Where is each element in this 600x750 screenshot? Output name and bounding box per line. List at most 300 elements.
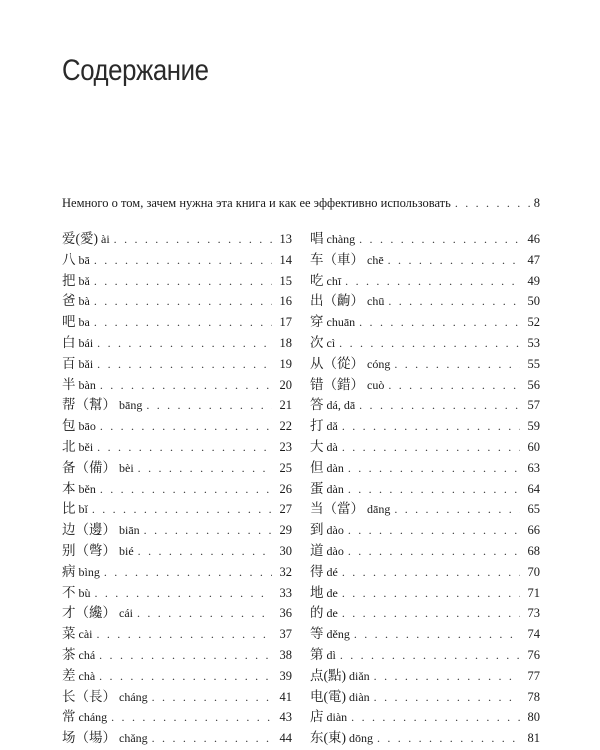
toc-entry[interactable] — [310, 539, 540, 560]
toc-entry[interactable] — [310, 705, 540, 726]
toc-entry-hanzi: 从（從） — [310, 355, 364, 371]
toc-entry-hanzi: 车（車） — [310, 251, 364, 267]
dot-leader — [374, 690, 520, 705]
toc-entry-label — [310, 726, 373, 746]
toc-entry-label — [62, 726, 148, 746]
dot-leader — [95, 586, 273, 601]
page-title: Содержание — [62, 54, 209, 87]
toc-entry-pinyin: cóng — [367, 356, 391, 371]
toc-entry-label — [310, 456, 344, 476]
toc-entry[interactable] — [310, 664, 540, 685]
toc-entry[interactable] — [310, 726, 540, 747]
toc-entry-page: 76 — [527, 647, 540, 662]
toc-entry-hanzi: 等 — [310, 626, 324, 642]
toc-entry-hanzi: 不 — [62, 584, 76, 600]
toc-entry-pinyin: ba — [78, 315, 90, 330]
toc-entry-pinyin: diàn — [349, 689, 370, 704]
toc-entry-label — [310, 310, 355, 330]
toc-entry-hanzi: 北 — [62, 438, 76, 454]
toc-entry-label — [310, 289, 384, 309]
dot-leader — [144, 523, 272, 538]
toc-entry[interactable] — [310, 456, 540, 477]
toc-entry[interactable] — [62, 601, 292, 622]
toc-entry-label — [310, 477, 344, 497]
toc-entry-page: 37 — [279, 627, 292, 642]
toc-entry-page: 64 — [527, 481, 540, 496]
toc-entry-page: 77 — [527, 668, 540, 683]
toc-entry-label — [62, 518, 140, 538]
dot-leader — [97, 357, 272, 372]
toc-entry-hanzi: 帮（幫） — [62, 397, 116, 413]
toc-entry-hanzi: 八 — [62, 251, 76, 267]
toc-entry-label — [310, 518, 344, 538]
toc-entry-hanzi: 得 — [310, 563, 324, 579]
toc-entry-label — [62, 310, 90, 330]
toc-entry-hanzi: 把 — [62, 272, 76, 288]
toc-entry[interactable] — [62, 352, 292, 373]
toc-entry[interactable] — [310, 560, 540, 581]
toc-entry-pinyin: dào — [326, 523, 344, 538]
toc-entry-page: 53 — [527, 335, 540, 350]
dot-leader — [100, 482, 272, 497]
toc-entry[interactable] — [310, 310, 540, 331]
toc-intro-page: 8 — [533, 196, 540, 210]
toc-entry-label — [62, 248, 90, 268]
toc-entry-label — [62, 456, 134, 476]
toc-entry-pinyin: cái — [119, 606, 133, 621]
toc-entry-pinyin: de — [326, 585, 338, 600]
toc-entry-hanzi: 大 — [310, 438, 324, 454]
toc-entry-label — [62, 352, 93, 372]
toc-entry-page: 30 — [279, 543, 292, 558]
toc-entry-pinyin: bù — [78, 585, 91, 600]
dot-leader — [97, 440, 272, 455]
dot-leader — [94, 294, 272, 309]
toc-entry[interactable] — [62, 414, 292, 435]
toc-entry[interactable] — [62, 664, 292, 685]
toc-entry-hanzi: 唱 — [310, 231, 324, 246]
toc-entry-pinyin: dì — [326, 647, 336, 662]
toc-entry-hanzi: 边（邊） — [62, 522, 116, 538]
toc-entry-hanzi: 备（備） — [62, 459, 116, 475]
toc-entry-page: 59 — [527, 419, 540, 434]
toc-entry[interactable] — [310, 269, 540, 290]
toc-entry-label — [310, 601, 338, 621]
dot-leader — [92, 502, 272, 517]
toc-entry-page: 15 — [279, 273, 292, 288]
toc-entry-label — [62, 622, 93, 642]
toc-entry[interactable] — [62, 289, 292, 310]
toc-entry-label — [310, 643, 336, 663]
toc-entry-page: 43 — [279, 710, 292, 725]
toc-entry-pinyin: ài — [101, 232, 110, 246]
toc-entry[interactable] — [62, 497, 292, 518]
toc-entry-label — [310, 685, 370, 705]
dot-leader — [99, 669, 272, 684]
toc-entry-page: 68 — [527, 543, 540, 558]
toc-entry-hanzi: 出（齣） — [310, 293, 364, 309]
dot-leader — [342, 565, 520, 580]
toc-entry-page: 25 — [279, 460, 292, 475]
dot-leader — [146, 398, 272, 413]
toc-entry-hanzi: 病 — [62, 563, 76, 579]
dot-leader — [100, 378, 272, 393]
toc-entry[interactable] — [62, 248, 292, 269]
dot-leader — [342, 606, 520, 621]
toc-entry-pinyin: dào — [326, 543, 344, 558]
toc-entry-label — [62, 560, 100, 580]
toc-entry-pinyin: bèi — [119, 460, 134, 475]
toc-entry-hanzi: 电(電) — [310, 688, 346, 704]
toc-entry[interactable] — [62, 393, 292, 414]
toc-column-left — [62, 227, 292, 747]
toc-entry[interactable] — [310, 497, 540, 518]
toc-entry-label — [62, 664, 95, 684]
toc-entry[interactable] — [310, 393, 540, 414]
toc-entry-page: 39 — [279, 668, 292, 683]
toc-entry-pinyin: bǐ — [78, 502, 88, 517]
toc-entry-hanzi: 比 — [62, 501, 76, 517]
toc-entry-label — [62, 435, 93, 455]
toc-entry-page: 23 — [279, 439, 292, 454]
toc-entry[interactable] — [310, 414, 540, 435]
toc-entry[interactable] — [310, 643, 540, 664]
toc-entry[interactable] — [62, 622, 292, 643]
dot-leader — [342, 586, 520, 601]
toc-entry-pinyin: diàn — [326, 710, 348, 725]
toc-entry-hanzi: 菜 — [62, 626, 76, 642]
toc-entry[interactable] — [310, 581, 540, 602]
toc-entry[interactable] — [310, 331, 540, 352]
toc-entry-pinyin: cì — [326, 335, 336, 350]
toc-entry-pinyin: de — [326, 606, 338, 621]
toc-entry[interactable] — [62, 269, 292, 290]
toc-entry-hanzi: 的 — [310, 605, 324, 621]
toc-entry-label — [62, 373, 96, 393]
toc-entry-pinyin: chǎng — [119, 731, 148, 746]
dot-leader — [348, 523, 520, 538]
toc-entry-label — [62, 269, 90, 289]
toc-entry-pinyin: bà — [78, 294, 90, 309]
dot-leader — [359, 232, 520, 247]
toc-column-right — [310, 227, 540, 747]
toc-entry-hanzi: 爸 — [62, 293, 76, 309]
toc-entry-label — [62, 497, 88, 517]
toc-entry[interactable] — [62, 227, 292, 248]
toc-entry-hanzi: 包 — [62, 418, 76, 434]
toc-entry[interactable] — [62, 685, 292, 706]
toc-entry-pinyin: běi — [78, 439, 94, 454]
toc-entry-page: 56 — [527, 377, 540, 392]
toc-entry-hanzi: 第 — [310, 646, 324, 662]
toc-entry[interactable] — [310, 518, 540, 539]
toc-entry-pinyin: dǎ — [326, 419, 338, 434]
toc-entry-label — [310, 269, 341, 289]
toc-entry-hanzi: 本 — [62, 480, 76, 496]
toc-entry-label — [62, 227, 110, 247]
toc-entry[interactable] — [62, 477, 292, 498]
dot-leader — [394, 502, 520, 517]
toc-entry-hanzi: 错（錯） — [310, 376, 364, 392]
toc-entry-hanzi: 道 — [310, 542, 324, 558]
toc-entry-page: 63 — [527, 460, 540, 475]
toc-entry-hanzi: 地 — [310, 584, 324, 600]
dot-leader — [359, 315, 520, 330]
dot-leader — [348, 461, 520, 476]
toc-entry-page: 13 — [279, 232, 292, 246]
toc-entry-hanzi: 白 — [62, 334, 76, 350]
toc-entry-pinyin: chē — [367, 252, 384, 267]
toc-entry-label — [310, 622, 350, 642]
toc-entry-hanzi: 长（長） — [62, 688, 116, 704]
dot-leader — [348, 544, 520, 559]
toc-entry-pinyin: bǎ — [78, 273, 90, 288]
toc-entry-hanzi: 常 — [62, 709, 76, 725]
dot-leader — [340, 648, 520, 663]
toc-entry[interactable] — [62, 435, 292, 456]
toc-entry-pinyin: bāng — [119, 398, 143, 413]
toc-entry-page: 18 — [279, 335, 292, 350]
dot-leader — [455, 196, 530, 211]
dot-leader — [137, 606, 272, 621]
dot-leader — [94, 253, 272, 268]
toc-entry-page: 71 — [527, 585, 540, 600]
toc-entry[interactable] — [62, 456, 292, 477]
toc-entry-page: 57 — [527, 398, 540, 413]
toc-entry-hanzi: 店 — [310, 709, 324, 725]
toc-entry-page: 21 — [279, 398, 292, 413]
toc-entry[interactable] — [310, 289, 540, 310]
toc-intro-entry[interactable] — [62, 196, 540, 216]
dot-leader — [152, 690, 272, 705]
toc-entry-hanzi: 次 — [310, 334, 324, 350]
dot-leader — [342, 419, 520, 434]
toc-entry-label — [310, 352, 390, 372]
toc-entry-hanzi: 到 — [310, 522, 324, 538]
dot-leader — [394, 357, 520, 372]
toc-entry-page: 73 — [527, 606, 540, 621]
toc-entry-pinyin: dàn — [326, 481, 344, 496]
dot-leader — [94, 315, 272, 330]
toc-entry-label — [62, 539, 134, 559]
dot-leader — [152, 731, 272, 746]
toc-entry-page: 14 — [279, 252, 292, 267]
toc-entry-label — [310, 581, 338, 601]
toc-entry-page: 29 — [279, 523, 292, 538]
toc-entry[interactable] — [62, 539, 292, 560]
toc-entry-label — [310, 414, 338, 434]
toc-entry-page: 74 — [527, 627, 540, 642]
toc-entry[interactable] — [310, 622, 540, 643]
toc-entry-hanzi: 当（當） — [310, 501, 364, 517]
toc-entry-pinyin: cháng — [78, 710, 108, 725]
toc-entry-label — [62, 393, 142, 413]
toc-entry-label — [62, 601, 133, 621]
toc-entry-label — [62, 289, 90, 309]
toc-entry-pinyin: cuò — [367, 377, 385, 392]
toc-entry-page: 66 — [527, 523, 540, 538]
dot-leader — [359, 398, 520, 413]
toc-entry-page: 41 — [279, 689, 292, 704]
toc-entry[interactable] — [62, 331, 292, 352]
dot-leader — [377, 731, 520, 746]
toc-entry-hanzi: 百 — [62, 355, 76, 371]
toc-entry-pinyin: chī — [326, 273, 342, 288]
toc-entry-page: 81 — [527, 731, 540, 746]
toc-entry[interactable] — [62, 726, 292, 747]
toc-entry-label — [62, 705, 107, 725]
toc-entry-pinyin: dàn — [326, 460, 344, 475]
toc-entry-page: 70 — [527, 564, 540, 579]
dot-leader — [374, 669, 520, 684]
toc-entry-hanzi: 但 — [310, 459, 324, 475]
toc-entry-page: 32 — [279, 564, 292, 579]
dot-leader — [97, 627, 273, 642]
toc-entry-hanzi: 点(點) — [310, 667, 346, 683]
toc-entry[interactable] — [62, 518, 292, 539]
dot-leader — [388, 253, 520, 268]
toc-entry-pinyin: chàng — [326, 232, 356, 246]
toc-entry[interactable] — [62, 705, 292, 726]
toc-entry-pinyin: dé — [326, 564, 338, 579]
toc-entry[interactable] — [310, 477, 540, 498]
toc-entry[interactable] — [62, 560, 292, 581]
toc-intro-text: Немного о том, зачем нужна эта книга и как ее эффективно использовать — [62, 196, 451, 210]
toc-entry-page: 38 — [279, 647, 292, 662]
dot-leader — [388, 294, 520, 309]
toc-entry-hanzi: 穿 — [310, 314, 324, 330]
toc-entry-hanzi: 才（纔） — [62, 605, 116, 621]
toc-entry[interactable] — [62, 310, 292, 331]
toc-entry-label — [62, 643, 95, 663]
toc-entry-label — [62, 477, 96, 497]
toc-entry[interactable] — [62, 643, 292, 664]
toc-entry-pinyin: diǎn — [349, 668, 370, 683]
toc-entry-hanzi: 蛋 — [310, 480, 324, 496]
toc-entry-pinyin: bāo — [78, 419, 96, 434]
toc-entry-pinyin: bìng — [78, 564, 100, 579]
dot-leader — [345, 274, 520, 289]
toc-entry-hanzi: 答 — [310, 397, 324, 413]
dot-leader — [348, 482, 520, 497]
toc-entry-pinyin: chà — [78, 668, 96, 683]
toc-entry-label — [62, 685, 148, 705]
toc-entry-pinyin: děng — [326, 627, 350, 642]
toc-entry-label — [310, 373, 384, 393]
toc-entry-page: 46 — [527, 232, 540, 246]
toc-entry[interactable] — [310, 352, 540, 373]
toc-entry-hanzi: 吃 — [310, 272, 324, 288]
toc-entry-pinyin: bié — [119, 543, 134, 558]
toc-entry-page: 16 — [279, 294, 292, 309]
toc-entry-pinyin: cài — [78, 627, 93, 642]
toc-entry-page: 27 — [279, 502, 292, 517]
toc-entry-label — [62, 331, 93, 351]
toc-entry-hanzi: 打 — [310, 418, 324, 434]
toc-entry-pinyin: bǎi — [78, 356, 94, 371]
toc-entry-label — [62, 581, 91, 601]
toc-entry-hanzi: 爱(愛) — [62, 231, 98, 246]
toc-entry-label — [310, 560, 338, 580]
toc-entry-page: 47 — [527, 252, 540, 267]
toc-entry[interactable] — [310, 373, 540, 394]
toc-entry-pinyin: cháng — [119, 689, 148, 704]
toc-entry-label — [310, 227, 355, 247]
dot-leader — [342, 440, 520, 455]
toc-entry[interactable] — [62, 373, 292, 394]
toc-entry[interactable] — [310, 435, 540, 456]
toc-entry-label — [310, 705, 347, 725]
dot-leader — [351, 710, 520, 725]
dot-leader — [94, 274, 272, 289]
toc-entry-pinyin: dá, dā — [326, 398, 356, 413]
dot-leader — [104, 565, 272, 580]
toc-entry-page: 44 — [279, 731, 292, 746]
toc-entry-hanzi: 吧 — [62, 314, 76, 330]
toc-entry[interactable] — [310, 685, 540, 706]
toc-entry-page: 19 — [279, 356, 292, 371]
toc-entry-pinyin: bái — [78, 335, 94, 350]
toc-entry-page: 80 — [527, 710, 540, 725]
toc-entry-pinyin: biān — [119, 523, 140, 538]
toc-entry[interactable] — [310, 601, 540, 622]
toc-entry-label — [310, 435, 338, 455]
toc-entry-pinyin: bàn — [78, 377, 96, 392]
toc-entry-pinyin: dōng — [349, 731, 373, 746]
dot-leader — [97, 336, 272, 351]
toc-entry-hanzi: 场（場） — [62, 730, 116, 746]
toc-entry-label — [310, 539, 344, 559]
toc-entry-page: 17 — [279, 315, 292, 330]
toc-entry-page: 78 — [527, 689, 540, 704]
toc-entry-pinyin: dà — [326, 439, 338, 454]
toc-entry-pinyin: dāng — [367, 502, 391, 517]
toc-entry-hanzi: 茶 — [62, 646, 76, 662]
toc-entry-pinyin: chū — [367, 294, 385, 309]
toc-entry-hanzi: 半 — [62, 376, 76, 392]
dot-leader — [339, 336, 520, 351]
dot-leader — [111, 710, 272, 725]
toc-entry-label — [310, 331, 335, 351]
toc-entry[interactable] — [310, 248, 540, 269]
dot-leader — [354, 627, 520, 642]
toc-entry-hanzi: 别（彆） — [62, 542, 116, 558]
toc-entry-pinyin: chuān — [326, 315, 356, 330]
toc-entry-page: 26 — [279, 481, 292, 496]
toc-entry-pinyin: chá — [78, 647, 96, 662]
toc-entry-page: 36 — [279, 606, 292, 621]
dot-leader — [99, 648, 272, 663]
toc-entry-label — [310, 497, 390, 517]
toc-entry-page: 20 — [279, 377, 292, 392]
dot-leader — [100, 419, 272, 434]
toc-entry-page: 60 — [527, 439, 540, 454]
toc-entry-pinyin: běn — [78, 481, 96, 496]
toc-entry-page: 65 — [527, 502, 540, 517]
toc-entry[interactable] — [62, 581, 292, 602]
dot-leader — [114, 232, 272, 247]
toc-entry-label — [310, 248, 384, 268]
toc-entry-page: 22 — [279, 419, 292, 434]
dot-leader — [388, 378, 520, 393]
toc-entry-hanzi: 差 — [62, 667, 76, 683]
toc-entry-label — [62, 414, 96, 434]
toc-entry-page: 50 — [527, 294, 540, 309]
toc-entry-pinyin: bā — [78, 252, 90, 267]
toc-entry-label — [310, 393, 355, 413]
dot-leader — [138, 461, 272, 476]
toc-entry[interactable] — [310, 227, 540, 248]
